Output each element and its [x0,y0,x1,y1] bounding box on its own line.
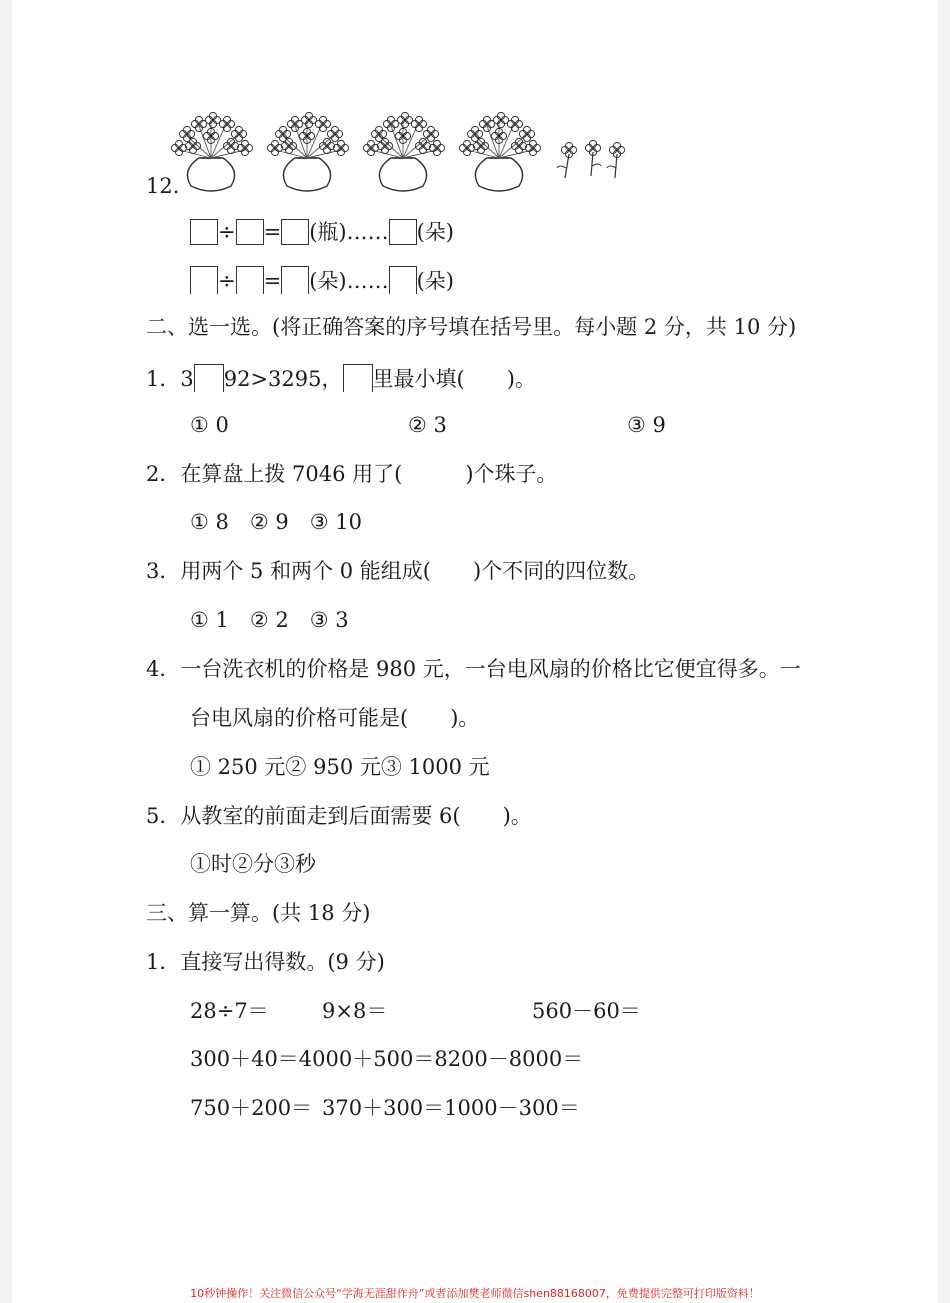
section-2-heading: 二、选一选。(将正确答案的序号填在括号里。每小题 2 分，共 10 分) [146,315,797,339]
option-1[interactable]: ① 0 [190,413,229,437]
section-3-question-1-title: 1．直接写出得数。(9 分) [146,950,385,974]
question-3-options[interactable]: ① 1 ② 2 ③ 3 [190,608,349,632]
answer-box[interactable] [190,219,218,245]
equals-sign: = [263,269,282,293]
section-2-question-5: 5．从教室的前面走到后面需要 6( )。 [146,804,532,828]
section-2-question-4-line-1: 4．一台洗衣机的价格是 980 元，一台电风扇的价格比它便宜得多。一 [146,657,801,681]
option-2[interactable]: ② 3 [408,413,447,437]
answer-box[interactable] [389,219,417,245]
calc-item: 9×8＝ [322,999,388,1023]
section-2-question-2: 2．在算盘上拨 7046 用了( )个珠子。 [146,462,558,486]
answer-box[interactable] [190,266,218,294]
unit-label: (瓶)…… [309,220,389,244]
calc-item: 28÷7＝ [190,999,269,1023]
question-4-options[interactable]: ① 250 元② 950 元③ 1000 元 [190,755,490,779]
question-12-row-2 [190,266,454,295]
calc-row-2: 300＋40＝4000＋500＝8200－8000＝ [190,1047,584,1071]
calc-item: 750＋200＝ [190,1096,313,1120]
promo-footer: 10秒钟操作！关注微信公众号“学海无涯甜作舟”或者添加樊老师微信shen88168007，免费提供完整可打印版资料！ [190,1287,760,1300]
answer-box[interactable] [281,219,309,245]
answer-box[interactable] [343,364,373,392]
divide-sign: ÷ [218,269,236,293]
section-2-question-1: 1．3 92>3295， 里最小填( )。 [146,364,536,393]
answer-box[interactable] [389,266,417,294]
section-2-question-3: 3．用两个 5 和两个 0 能组成( )个不同的四位数。 [146,559,650,583]
section-2-question-4-line-2: 台电风扇的价格可能是( )。 [190,706,480,730]
question-2-options[interactable]: ① 8 ② 9 ③ 10 [190,510,362,534]
option-3[interactable]: ③ 9 [627,413,666,437]
answer-box[interactable] [194,364,224,392]
calc-row-3: 370＋300＝1000－300＝ [322,1096,580,1120]
unit-label: (朵)…… [309,269,389,293]
section-3-heading: 三、算一算。(共 18 分) [146,901,371,925]
vase-1 [171,112,252,191]
divide-sign: ÷ [218,220,236,244]
question-12-row-1 [190,218,454,246]
vase-4 [459,112,540,191]
calc-item: 560－60＝ [532,999,641,1023]
unit-label: (朵) [416,269,454,293]
flower-vases-illustration [165,108,645,198]
vase-3 [363,112,444,191]
loose-flowers [557,140,625,178]
answer-box[interactable] [281,266,309,294]
question-5-options[interactable]: ①时②分③秒 [190,852,316,876]
unit-label: (朵) [416,220,454,244]
answer-box[interactable] [236,266,264,294]
vase-2 [267,112,348,191]
answer-box[interactable] [236,219,264,245]
question-12-number: 12. [146,174,180,198]
equals-sign: = [263,220,282,244]
